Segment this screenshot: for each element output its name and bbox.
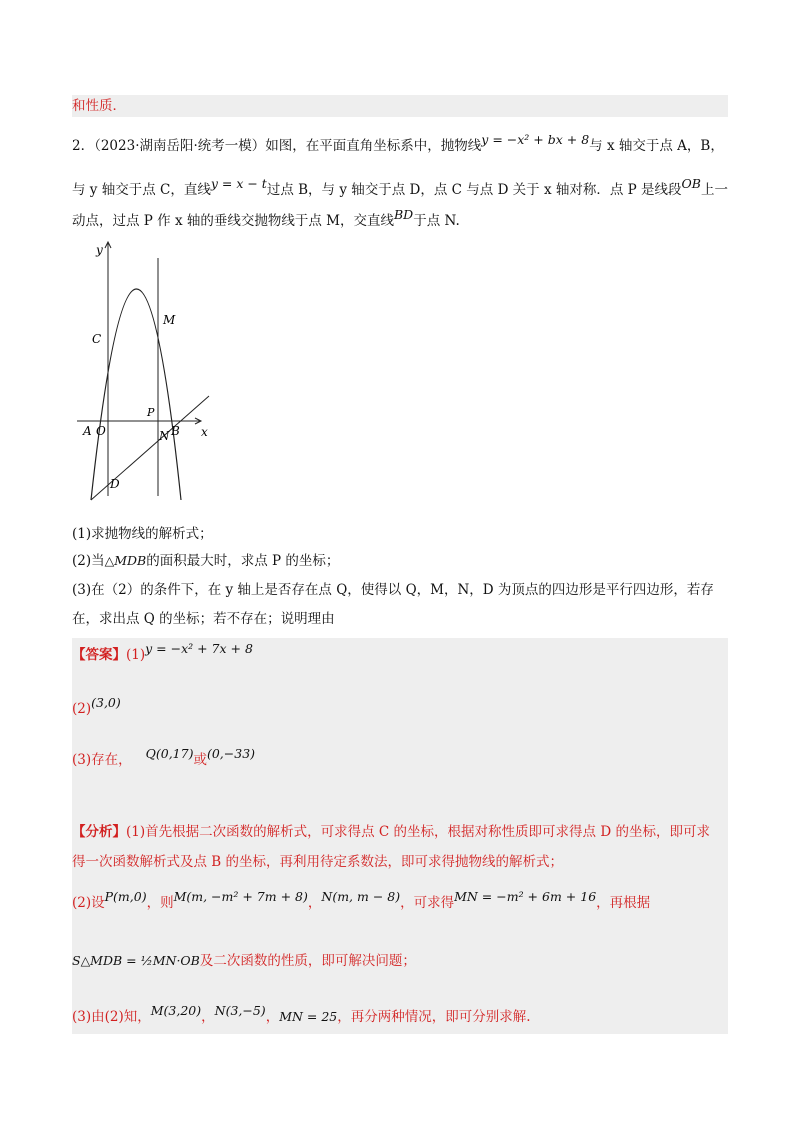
part-2-text: (2)当	[72, 553, 105, 569]
label-c: C	[92, 332, 102, 346]
analysis-text: (2)设	[72, 895, 105, 911]
answer-1-equation: y = −x² + 7x + 8	[145, 641, 253, 656]
label-b: B	[171, 424, 180, 438]
label-n: N	[159, 429, 170, 443]
analysis-text: ，	[307, 895, 322, 911]
mn-expr: MN = −m² + 6m + 16	[454, 889, 597, 904]
point-m-value: M(3,20)	[150, 1003, 202, 1018]
question-text: 如图，在平面直角坐标系中，抛物线	[265, 138, 482, 154]
question-text: 与 y 轴交于点 C，直线	[72, 182, 211, 198]
parabola-equation: y = −x² + bx + 8	[481, 132, 590, 147]
previous-answer-tail: 和性质．	[72, 98, 126, 114]
analysis-text: ，可求得	[400, 895, 455, 911]
label-y: y	[96, 243, 103, 257]
label-o: O	[96, 424, 106, 438]
part-3-line-1: (3)在（2）的条件下，在 y 轴上是否存在点 Q，使得以 Q，M，N，D 为顶点的四边形是平行四边形，若存	[72, 582, 714, 598]
analysis-line-2: 得一次函数解析式及点 B 的坐标，再利用待定系数法，即可求得抛物线的解析式；	[72, 854, 564, 870]
question-line-2	[72, 176, 728, 199]
analysis-text: ，	[265, 1009, 280, 1025]
analysis-text: (1)首先根据二次函数的解析式，可求得点 C 的坐标，根据对称性质即可求得点 D 的坐标，即可求	[126, 824, 710, 840]
label-p: P	[147, 406, 155, 419]
triangle-mdb: △MDB	[104, 553, 147, 568]
answer-label: (2)	[72, 701, 92, 717]
answer-tag: 【答案】	[72, 647, 126, 663]
part-1: (1)求抛物线的解析式；	[72, 526, 213, 542]
question-number: 2．	[72, 138, 95, 154]
question-line-1	[72, 132, 724, 155]
analysis-text: 及二次函数的性质，即可解决问题；	[199, 953, 416, 969]
parabola-figure	[77, 238, 217, 510]
label-a: A	[83, 424, 92, 438]
answer-or: 或	[193, 752, 207, 768]
label-m: M	[163, 313, 176, 327]
analysis-line-5	[72, 1003, 531, 1026]
mn-value: MN = 25	[279, 1009, 338, 1024]
question-text: 动点，过点 P 作 x 轴的垂线交抛物线于点 M，交直线	[72, 213, 394, 229]
answer-label: (3)存在，	[72, 752, 132, 768]
label-d: D	[110, 477, 120, 491]
answer-3-q1: Q(0,17)	[145, 746, 194, 761]
analysis-text: ，	[201, 1009, 215, 1025]
analysis-text: (3)由(2)知，	[72, 1009, 151, 1025]
question-line-3	[72, 207, 460, 230]
analysis-text: ，再根据	[596, 895, 651, 911]
previous-answer-tail-band	[72, 95, 728, 117]
point-n-expr: N(m, m − 8)	[321, 889, 401, 904]
answer-block	[72, 638, 728, 1034]
answer-label: (1)	[126, 647, 146, 663]
label-x: x	[201, 425, 208, 439]
point-n-value: N(3,−5)	[214, 1003, 266, 1018]
line-equation: y = x − t	[210, 176, 267, 191]
analysis-tag: 【分析】	[72, 824, 126, 840]
segment-bd: BD	[393, 207, 414, 222]
analysis-line-3	[72, 889, 651, 912]
answer-3-q2: (0,−33)	[206, 746, 256, 761]
question-text: 过点 B，与 y 轴交于点 D，点 C 与点 D 关于 x 轴对称．点 P 是线段	[266, 182, 682, 198]
question-text: 于点 N.	[413, 213, 460, 229]
part-2	[72, 552, 339, 570]
area-formula: S△MDB = ½MN·OB	[72, 953, 200, 968]
part-2-text: 的面积最大时，求点 P 的坐标；	[146, 553, 340, 569]
point-m-expr: M(m, −m² + 7m + 8)	[173, 889, 308, 904]
question-text: 上一	[700, 182, 728, 198]
part-3-line-2: 在，求出点 Q 的坐标；若不存在；说明理由	[72, 611, 335, 627]
analysis-text: ，则	[146, 895, 174, 911]
analysis-line-4	[72, 952, 416, 970]
question-source: （2023·湖南岳阳·统考一模）	[94, 138, 266, 154]
segment-ob: OB	[681, 176, 701, 191]
answer-line-2	[72, 695, 121, 718]
analysis-text: ，再分两种情况，即可分别求解.	[337, 1009, 531, 1025]
answer-line-1	[72, 641, 253, 664]
answer-line-3	[72, 746, 256, 769]
answer-2-value: (3,0)	[91, 695, 121, 710]
question-text: 与 x 轴交于点 A，B，	[589, 138, 724, 154]
point-p-expr: P(m,0)	[104, 889, 147, 904]
analysis-line-1	[72, 823, 710, 841]
